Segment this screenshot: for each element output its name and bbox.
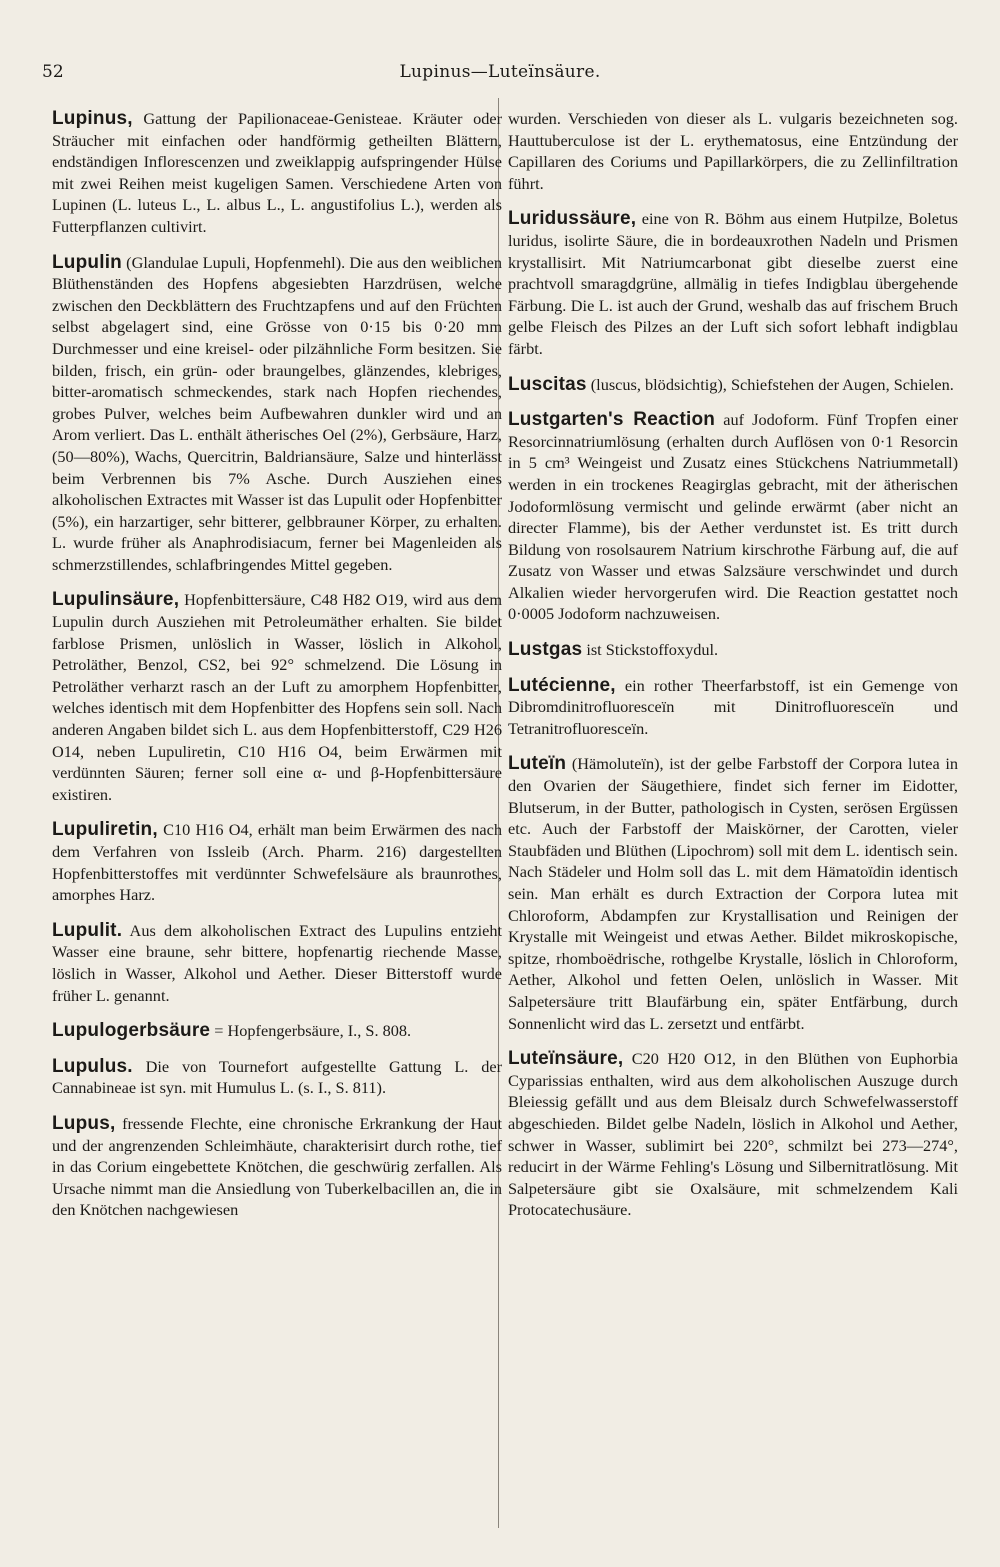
entry-luridussaeure: [508, 208, 958, 359]
entry-headword: Luridussäure,: [508, 208, 637, 230]
entry-text: Aus dem alkoholischen Extract des Lupulins entzieht Wasser eine braune, sehr bittere, hopfenartig riechende Masse, löslich in Wasser, Alkohol und Aether. Dieser Bitterstoff wurde früher L. genannt.: [52, 920, 502, 1005]
entry-text: ein rother Theerfarbstoff, ist ein Gemenge von Dibromdinitrofluoresceïn mit Dinitrofluoresceïn und Tetranitrofluoresceïn.: [508, 675, 958, 738]
entry-lustgarten-reaction: [508, 409, 958, 625]
entry-luscitas: [508, 374, 958, 396]
entry-text: (Hämoluteïn), ist der gelbe Farbstoff der Corpora lutea in den Ovarien der Säugethiere, findet sich ferner im Eidotter, Blutserum, in der Butter, pathologisch in Cysten, serösen Ergüssen etc. Auch der Farbstoff der Maiskörner, der Carotten, vieler Staubfäden und Blüthen (Lipochrom) soll mit dem L. identisch sein. Nach Städeler und Holm soll das L. mit dem Hämatoïdin identisch sein. Man erhält es durch Extraction der Corpora lutea mit Chloroform, Abdampfen zur Krystallisation und Reinigen der Krystalle mit Weingeist und etwas Aether. Bildet mikroskopische, spitze, rhomboëdrische, rothgelbe Krystalle, löslich in Chloroform, Aether, Alkohol und fetten Oelen, unlöslich in Wasser. Mit Salpetersäure tritt Blaufärbung ein, später Entfärbung, durch Sonnenlicht wird das L. zersetzt und entfärbt.: [508, 754, 958, 1033]
entry-lupulit: [52, 920, 502, 1006]
entry-headword: Lupulinsäure,: [52, 589, 180, 611]
entry-lupulin: [52, 252, 502, 576]
entry-headword: Lustgas: [508, 639, 583, 661]
entry-headword: Lustgarten's Reaction: [508, 409, 716, 431]
entry-headword: Lupus,: [52, 1112, 116, 1134]
entry-headword: Luscitas: [508, 373, 587, 395]
entry-lupulinsaeure: [52, 589, 502, 805]
entry-lupinus: [52, 108, 502, 238]
entry-lutecienne: [508, 675, 958, 740]
entry-lupus-continued: [508, 108, 958, 194]
entry-text: ist Stickstoffoxydul.: [582, 640, 719, 660]
entry-lupulus: [52, 1056, 502, 1099]
entry-text: auf Jodoform. Fünf Tropfen einer Resorcinnatriumlösung (erhalten durch Auflösen von 0·1 Resorcin in 5 cm³ Weingeist und Zusatz eines Stückchens Natriummetall) werden in ein trockenes Reagirglas gebracht, mit der ätherischen Jodoformlösung vermischt und gelinde erwärmt (aber nicht an directer Flamme), bis der Aether verdunstet ist. Es tritt durch Bildung von rosolsaurem Natrium kirschrothe Färbung auf, die auf Zusatz von Wasser und etwas Salzsäure verschwindet und durch Alkalien wieder hervorgerufen wird. Die Reaction gestattet noch 0·0005 Jodoform nachzuweisen.: [508, 410, 959, 624]
running-title: Lupinus—Luteïnsäure.: [399, 62, 601, 82]
entry-headword: Lupuliretin,: [52, 819, 158, 841]
entry-headword: Luteïnsäure,: [508, 1048, 624, 1070]
entry-headword: Lupulus.: [52, 1055, 133, 1077]
entry-headword: Lutécienne,: [508, 674, 616, 696]
entry-luteinsaeure: [508, 1048, 958, 1221]
entry-lupus: [52, 1113, 502, 1221]
entry-text: Gattung der Papilionaceae-Genisteae. Kräuter oder Sträucher mit einfachen oder handförmig getheilten Blättern, endständigen Inflorescenzen und zweiklappig aufspringender Hülse mit zwei Reihen meist kugeligen Samen. Verschiedene Arten von Lupinen (L. luteus L., L. albus L., L. angustifolius L.), werden als Futterpflanzen cultivirt.: [52, 109, 502, 236]
entry-lustgas: [508, 639, 958, 661]
page-number: 52: [42, 62, 64, 82]
right-column: [508, 108, 958, 1235]
entry-text: (Glandulae Lupuli, Hopfenmehl). Die aus den weiblichen Blüthenständen des Hopfens abgesiebten Harzdrüsen, welche zwischen den Deckblättern des Fruchtzapfens und auf den Früchten selbst abgelagert sind, eine Grösse von 0·15 bis 0·20 mm Durchmesser und eine kreisel- oder pilzähnliche Form besitzen. Sie bilden, frisch, ein grün- oder braungelbes, glänzendes, klebriges, bitter-aromatisch schmeckendes, stark nach Hopfen riechendes, grobes Pulver, welches beim Aufbewahren dunkler wird und an Arom verliert. Das L. enthält ätherisches Oel (2%), Gerbsäure, Harz, (50—80%), Wachs, Quercitrin, Baldriansäure, Salze und hinterlässt beim Verbrennen bis 7% Asche. Durch Ausziehen eines alkoholischen Extractes mit Wasser ist das Lupulit oder Hopfenbitter (5%), ein harzartiger, sehr bitterer, gelbbrauner Körper, zu erhalten. L. wurde früher als Anaphrodisiacum, ferner bei Magenleiden als schmerzstillendes, schlafbringendes Mittel gegeben.: [52, 252, 502, 574]
entry-lupulogerbsaeure: [52, 1020, 502, 1042]
entry-text: wurden. Verschieden von dieser als L. vulgaris bezeichneten sog. Hauttuberculose ist der L. erythematosus, eine Entzündung der Capillaren des Coriums und Papillarkörpers, die zu Zellinfiltration führt.: [508, 109, 958, 193]
entry-headword: Lupulin: [52, 251, 122, 273]
entry-text: = Hopfengerbsäure, I., S. 808.: [210, 1021, 412, 1041]
entry-lupuliretin: [52, 819, 502, 905]
entry-headword: Lupulogerbsäure: [52, 1020, 211, 1042]
entry-text: C20 H20 O12, in den Blüthen von Euphorbia Cyparissias enthalten, wird aus dem alkoholischen Auszuge durch Bleiessig gefällt und aus dem Bleisalz durch Schwefelwasserstoff abgeschieden. Bildet gelbe Nadeln, löslich in Alkohol und Aether, schwer in Wasser, sublimirt bei 220°, schmilzt bei 273—274°, reducirt in der Wärme Fehling's Lösung und Silbernitratlösung. Mit Salpetersäure gibt sie Oxalsäure, mit schmelzendem Kali Protocatechusäure.: [508, 1049, 958, 1220]
entry-text: eine von R. Böhm aus einem Hutpilze, Boletus luridus, isolirte Säure, die in bordeauxrothen Nadeln und Prismen krystallisirt. Mit Natriumcarbonat gibt dieselbe zuerst eine prachtvoll smaragdgrüne, allmälig in tiefes Indigblau übergehende Färbung. Die L. ist auch der Grund, weshalb das auf frischem Bruch gelbe Fleisch des Pilzes an der Luft sich sofort lebhaft indigblau färbt.: [508, 209, 958, 358]
left-column: [52, 108, 502, 1235]
entry-headword: Lupinus,: [52, 108, 133, 129]
entry-lutein: [508, 753, 958, 1034]
entry-text: Die von Tournefort aufgestellte Gattung L. der Cannabineae ist syn. mit Humulus L. (s. I., S. 811).: [52, 1056, 502, 1098]
entry-text: (luscus, blödsichtig), Schiefstehen der Augen, Schielen.: [586, 374, 954, 394]
entry-text: fressende Flechte, eine chronische Erkrankung der Haut und der angrenzenden Schleimhäute, charakterisirt durch rothe, tief in das Corium eingebettete Knötchen, die geschwürig zerfallen. Als Ursache nimmt man die Ansiedlung von Tuberkelbacillen an, die in den Knötchen nachgewiesen: [52, 1113, 502, 1220]
entry-headword: Luteïn: [508, 753, 567, 775]
entry-headword: Lupulit.: [52, 919, 123, 941]
entry-text: Hopfenbittersäure, C48 H82 O19, wird aus dem Lupulin durch Ausziehen mit Petroleumäther erhalten. Sie bildet farblose Prismen, unlöslich in Wasser, löslich in Alkohol, Petroläther, Benzol, CS2, bei 92° schmelzend. Die Lösung in Petroläther verharzt rasch an der Luft zu amorphem Hopfenbitter, welches identisch mit dem Hopfenbitter des Hopfens sein soll. Nach anderen Angaben bildet sich L. aus dem Hopfenbitterstoff, C29 H26 O14, neben Lupuliretin, C10 H16 O4, beim Erwärmen mit verdünnten Säuren; ferner soll eine α- und β-Hopfenbittersäure existiren.: [52, 590, 502, 804]
entry-text: C10 H16 O4, erhält man beim Erwärmen des nach dem Verfahren von Issleib (Arch. Pharm. 216) dargestellten Hopfenbitterstoffes mit verdünnter Schwefelsäure als braunrothes, amorphes Harz.: [52, 820, 502, 905]
